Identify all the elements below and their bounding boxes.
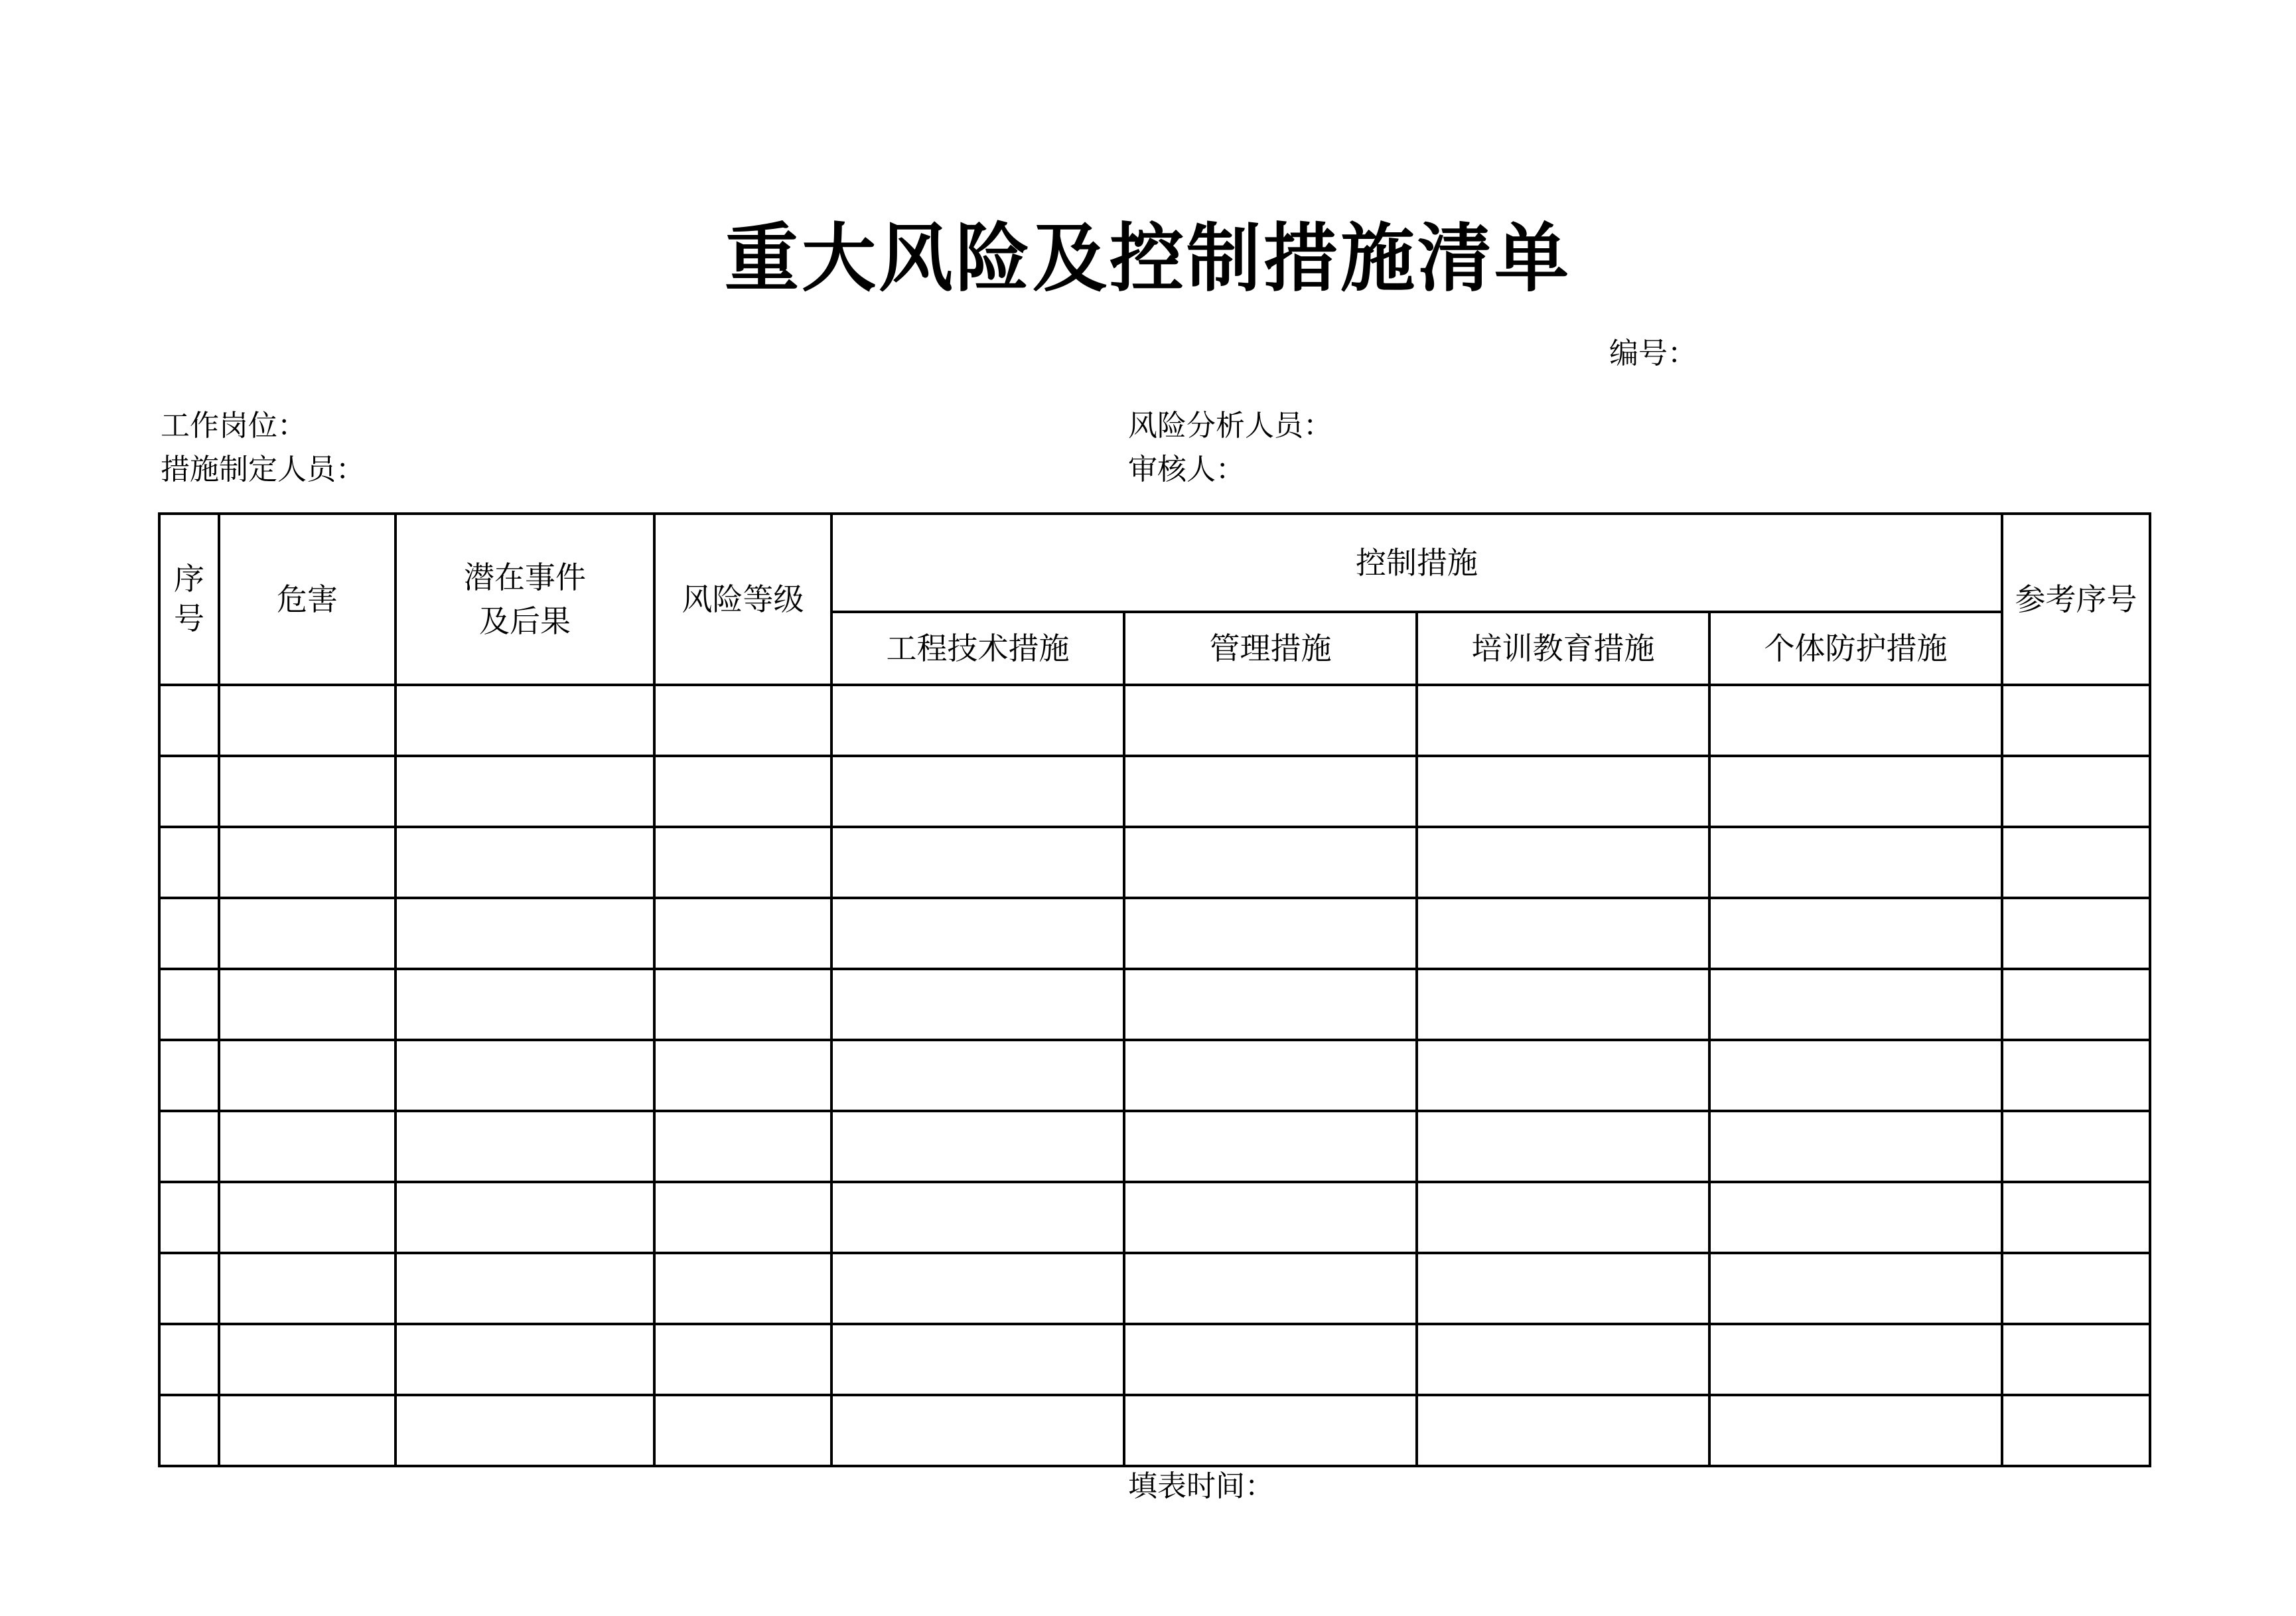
cell-management[interactable]	[1124, 1111, 1417, 1182]
cell-hazard[interactable]	[219, 685, 395, 756]
cell-event[interactable]	[395, 685, 654, 756]
header-seq-text: 序号	[174, 560, 204, 636]
document-title: 重大风险及控制措施清单	[725, 216, 1571, 302]
cell-risk-level[interactable]	[654, 756, 831, 827]
cell-hazard[interactable]	[219, 1040, 395, 1111]
header-training-measures: 培训教育措施	[1417, 612, 1709, 685]
cell-event[interactable]	[395, 898, 654, 969]
work-post-label: 工作岗位：	[161, 409, 307, 443]
risk-control-table	[158, 512, 2151, 1467]
header-reference-seq: 参考序号	[2002, 514, 2150, 685]
cell-hazard[interactable]	[219, 1111, 395, 1182]
cell-management[interactable]	[1124, 1395, 1417, 1466]
cell-management[interactable]	[1124, 898, 1417, 969]
cell-engineering[interactable]	[831, 1182, 1124, 1253]
header-seq	[159, 514, 219, 685]
cell-event[interactable]	[395, 1111, 654, 1182]
table-row	[159, 1182, 2150, 1253]
measure-maker-label: 措施制定人员：	[161, 453, 365, 486]
cell-seq[interactable]	[159, 1324, 219, 1395]
fill-time-label: 填表时间：	[1128, 1469, 1274, 1503]
cell-risk-level[interactable]	[654, 1111, 831, 1182]
cell-training[interactable]	[1417, 756, 1709, 827]
cell-risk-level[interactable]	[654, 898, 831, 969]
cell-engineering[interactable]	[831, 1111, 1124, 1182]
cell-event[interactable]	[395, 827, 654, 898]
table-row	[159, 1253, 2150, 1324]
header-control-measures: 控制措施	[831, 514, 2002, 612]
cell-management[interactable]	[1124, 685, 1417, 756]
cell-ppe[interactable]	[1709, 898, 2002, 969]
cell-risk-level[interactable]	[654, 969, 831, 1040]
table-row	[159, 1324, 2150, 1395]
cell-hazard[interactable]	[219, 1324, 395, 1395]
cell-management[interactable]	[1124, 1324, 1417, 1395]
cell-training[interactable]	[1417, 685, 1709, 756]
cell-management[interactable]	[1124, 969, 1417, 1040]
header-ppe-measures: 个体防护措施	[1709, 612, 2002, 685]
cell-seq[interactable]	[159, 969, 219, 1040]
cell-training[interactable]	[1417, 1324, 1709, 1395]
cell-ref-seq[interactable]	[2002, 1111, 2150, 1182]
document-number-label: 编号：	[1609, 336, 1697, 370]
cell-risk-level[interactable]	[654, 1182, 831, 1253]
cell-ref-seq[interactable]	[2002, 1182, 2150, 1253]
cell-ref-seq[interactable]	[2002, 827, 2150, 898]
cell-ppe[interactable]	[1709, 969, 2002, 1040]
cell-risk-level[interactable]	[654, 1395, 831, 1466]
header-event-line1: 潜在事件	[464, 559, 586, 595]
header-event-line2: 及后果	[479, 603, 571, 639]
table-row	[159, 1111, 2150, 1182]
cell-ppe[interactable]	[1709, 1111, 2002, 1182]
cell-engineering[interactable]	[831, 1040, 1124, 1111]
cell-risk-level[interactable]	[654, 1253, 831, 1324]
cell-risk-level[interactable]	[654, 1040, 831, 1111]
reviewer-label: 审核人：	[1128, 453, 1245, 486]
cell-management[interactable]	[1124, 756, 1417, 827]
cell-training[interactable]	[1417, 898, 1709, 969]
cell-hazard[interactable]	[219, 1253, 395, 1324]
cell-management[interactable]	[1124, 827, 1417, 898]
table-row	[159, 1395, 2150, 1466]
cell-event[interactable]	[395, 1182, 654, 1253]
cell-event[interactable]	[395, 756, 654, 827]
table-row	[159, 685, 2150, 756]
cell-seq[interactable]	[159, 756, 219, 827]
table-body	[159, 685, 2150, 1466]
cell-training[interactable]	[1417, 969, 1709, 1040]
cell-training[interactable]	[1417, 1253, 1709, 1324]
cell-hazard[interactable]	[219, 827, 395, 898]
cell-hazard[interactable]	[219, 1182, 395, 1253]
table-row	[159, 1040, 2150, 1111]
cell-ppe[interactable]	[1709, 685, 2002, 756]
cell-seq[interactable]	[159, 898, 219, 969]
cell-ref-seq[interactable]	[2002, 756, 2150, 827]
cell-hazard[interactable]	[219, 1395, 395, 1466]
cell-engineering[interactable]	[831, 685, 1124, 756]
header-management-measures: 管理措施	[1124, 612, 1417, 685]
cell-ref-seq[interactable]	[2002, 898, 2150, 969]
cell-event[interactable]	[395, 969, 654, 1040]
cell-ref-seq[interactable]	[2002, 1040, 2150, 1111]
cell-seq[interactable]	[159, 1182, 219, 1253]
cell-management[interactable]	[1124, 1253, 1417, 1324]
cell-ppe[interactable]	[1709, 1324, 2002, 1395]
table-row	[159, 827, 2150, 898]
cell-engineering[interactable]	[831, 1395, 1124, 1466]
cell-ppe[interactable]	[1709, 1182, 2002, 1253]
cell-seq[interactable]	[159, 1395, 219, 1466]
cell-ref-seq[interactable]	[2002, 969, 2150, 1040]
cell-engineering[interactable]	[831, 969, 1124, 1040]
cell-risk-level[interactable]	[654, 1324, 831, 1395]
cell-hazard[interactable]	[219, 756, 395, 827]
cell-training[interactable]	[1417, 1182, 1709, 1253]
table-row	[159, 969, 2150, 1040]
cell-event[interactable]	[395, 1395, 654, 1466]
cell-training[interactable]	[1417, 1111, 1709, 1182]
cell-ppe[interactable]	[1709, 1395, 2002, 1466]
header-risk-level: 风险等级	[654, 514, 831, 685]
cell-hazard[interactable]	[219, 969, 395, 1040]
cell-ppe[interactable]	[1709, 1040, 2002, 1111]
cell-ref-seq[interactable]	[2002, 685, 2150, 756]
header-potential-event	[395, 514, 654, 685]
header-engineering-measures: 工程技术措施	[831, 612, 1124, 685]
cell-training[interactable]	[1417, 1040, 1709, 1111]
cell-engineering[interactable]	[831, 756, 1124, 827]
table-row	[159, 756, 2150, 827]
cell-engineering[interactable]	[831, 1324, 1124, 1395]
cell-seq[interactable]	[159, 827, 219, 898]
cell-ref-seq[interactable]	[2002, 1253, 2150, 1324]
cell-engineering[interactable]	[831, 1253, 1124, 1324]
cell-ppe[interactable]	[1709, 1253, 2002, 1324]
cell-seq[interactable]	[159, 1253, 219, 1324]
cell-event[interactable]	[395, 1253, 654, 1324]
cell-hazard[interactable]	[219, 898, 395, 969]
risk-analyst-label: 风险分析人员：	[1128, 409, 1332, 443]
cell-ppe[interactable]	[1709, 756, 2002, 827]
cell-seq[interactable]	[159, 685, 219, 756]
cell-ref-seq[interactable]	[2002, 1324, 2150, 1395]
cell-management[interactable]	[1124, 1182, 1417, 1253]
cell-ppe[interactable]	[1709, 827, 2002, 898]
cell-risk-level[interactable]	[654, 827, 831, 898]
cell-event[interactable]	[395, 1324, 654, 1395]
cell-training[interactable]	[1417, 1395, 1709, 1466]
table-row	[159, 898, 2150, 969]
cell-management[interactable]	[1124, 1040, 1417, 1111]
cell-ref-seq[interactable]	[2002, 1395, 2150, 1466]
cell-engineering[interactable]	[831, 898, 1124, 969]
header-hazard: 危害	[219, 514, 395, 685]
cell-seq[interactable]	[159, 1040, 219, 1111]
cell-risk-level[interactable]	[654, 685, 831, 756]
cell-seq[interactable]	[159, 1111, 219, 1182]
cell-training[interactable]	[1417, 827, 1709, 898]
cell-event[interactable]	[395, 1040, 654, 1111]
cell-engineering[interactable]	[831, 827, 1124, 898]
